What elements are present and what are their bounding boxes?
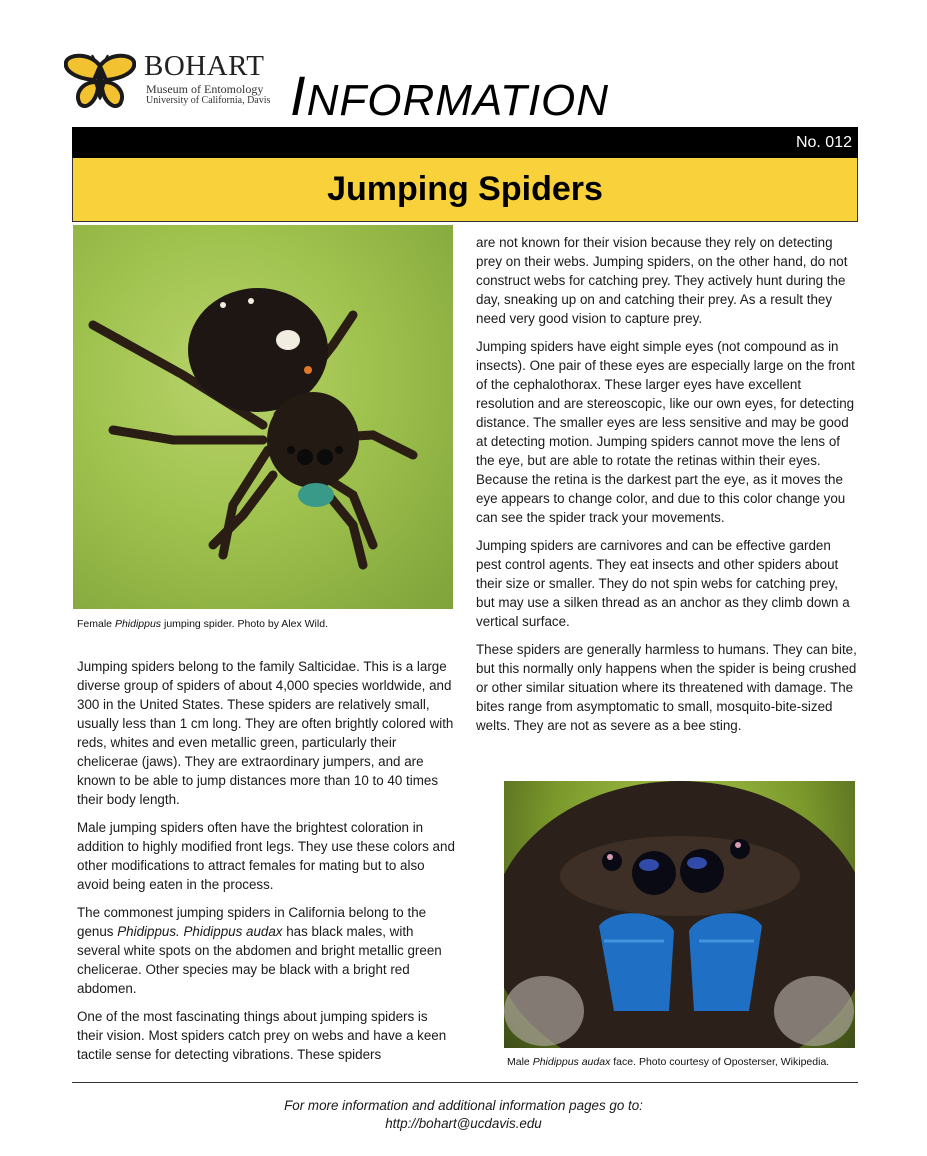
spider-face-illustration [504, 781, 855, 1048]
caption-species: Phidippus [114, 618, 162, 630]
footer-divider [72, 1082, 858, 1083]
page-title: Jumping Spiders [327, 170, 603, 208]
right-column [476, 233, 858, 744]
paragraph: Jumping spiders have eight simple eyes (not compound as in insects). One pair of these eyes are especially large on the front of the cephalothorax. These larger eyes have excellent resolution and are stereoscopic, like our own eyes, for detecting distance. The smaller eyes are less sensitive and may be good at detecting motion. Jumping spiders cannot move the lens of the eye, but are able to rotate the retinas within their eyes. Because the retina is the darkest part the eye, as it moves the eye appears to change color, and due to this color change you can see the spider track your movements. [476, 339, 855, 525]
header-bar [72, 127, 858, 158]
butterfly-icon [64, 52, 136, 110]
left-column [77, 657, 455, 1073]
caption-text: Male [507, 1056, 533, 1068]
banner-first-letter: I [290, 64, 307, 127]
paragraph: Male jumping spiders often have the brightest coloration in addition to highly modified front legs. They use these colors and other modifications to attract females for mating but to also avoid being eaten in the process. [77, 820, 455, 892]
caption-text: Female [77, 618, 115, 630]
paragraph: are not known for their vision because they rely on detecting prey on their webs. Jumping spiders, on the other hand, do not construct webs for catching prey. They actively hunt during the day, sneaking up on and catching their prey. As a result they need very good vision to capture prey. [476, 235, 848, 326]
footer-text: For more information and additional information pages go to: [284, 1098, 643, 1113]
paragraph: Jumping spiders belong to the family Salticidae. This is a large diverse group of spiders of about 4,000 species worldwide, and 300 in the United States. These spiders are relatively small, usually less than 1 cm long. They are often brightly colored with reds, whites and even metallic green, particularly their chelicerae (jaws). They are extraordinary jumpers, and are known to be able to jump distances more than 10 to 40 times their body length. [77, 659, 454, 807]
female-photo-caption [77, 617, 328, 631]
caption-text: face. Photo courtesy of Oposterser, Wikipedia. [610, 1056, 830, 1068]
logo-name: BOHART [144, 50, 265, 82]
logo-subtitle-university: University of California, Davis [146, 95, 271, 106]
paragraph-text: The commonest jumping spiders in California belong to the genus [77, 905, 427, 939]
title-band [72, 158, 858, 222]
paragraph-text: has black males, with several white spots on the abdomen and bright metallic green chelicerae. Other species may be black with a bright red abdomen. [77, 924, 442, 996]
caption-text: jumping spider. Photo by Alex Wild. [161, 618, 328, 630]
paragraph: One of the most fascinating things about jumping spiders is their vision. Most spiders catch prey on webs and have a keen tactile sense for detecting vibrations. These spiders [77, 1009, 447, 1062]
bohart-logo [64, 50, 274, 112]
paragraph: These spiders are generally harmless to humans. They can bite, but this normally only happens when the spider is being crushed or other similar situation where its threatened with damage. The bites range from asymptomatic to small, mosquito-bite-sized welts. They are not as severe as a bee sting. [476, 642, 857, 733]
issue-number: No. 012 [795, 134, 852, 151]
female-spider-photo [73, 225, 453, 609]
paragraph: Jumping spiders are carnivores and can be effective garden pest control agents. They eat insects and other spiders about their size or smaller. They do not spin webs for catching prey, but may use a silken thread as an anchor as they climb down a vertical surface. [476, 538, 850, 629]
logo-subtitle-museum: Museum of Entomology [146, 82, 264, 96]
species-name: Phidippus. Phidippus audax [117, 924, 283, 939]
male-spider-face-photo [504, 781, 855, 1048]
footer-link[interactable]: http://bohart@ucdavis.edu [385, 1116, 542, 1131]
banner-rest: NFORMATION [306, 76, 610, 125]
caption-species: Phidippus audax [532, 1056, 611, 1068]
male-photo-caption [507, 1055, 829, 1069]
paragraph [77, 903, 455, 998]
spider-illustration [73, 225, 453, 609]
